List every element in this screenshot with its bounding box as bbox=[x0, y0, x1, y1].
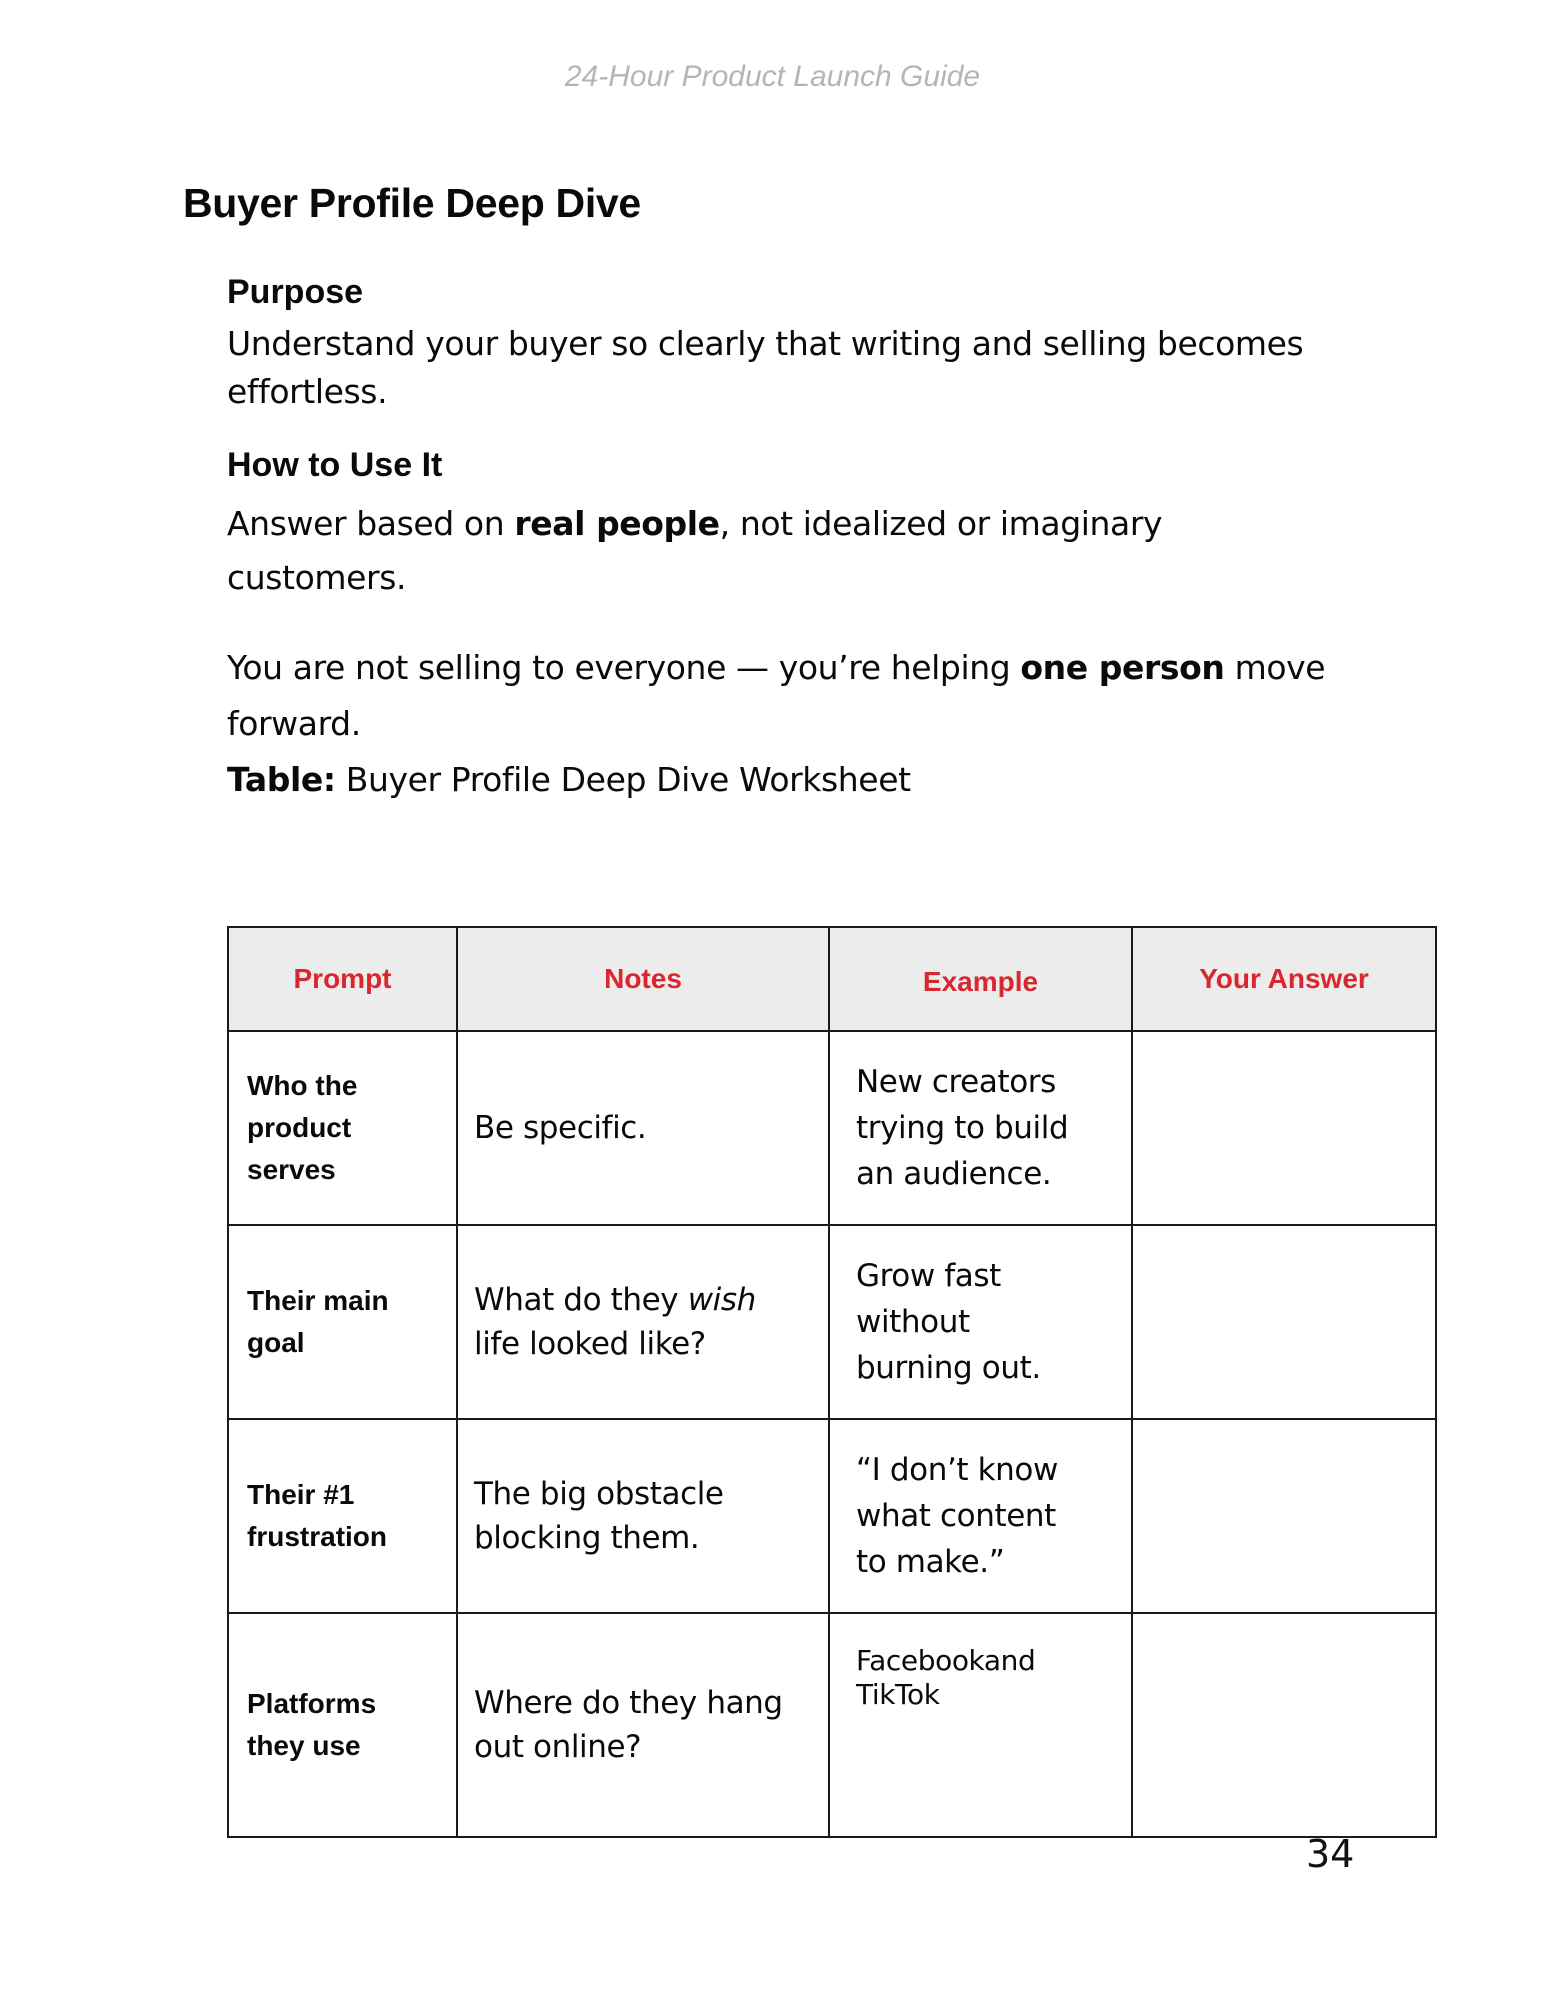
notes-cell bbox=[457, 1225, 829, 1419]
header-prompt: Prompt bbox=[228, 927, 457, 1031]
prompt-cell bbox=[228, 1419, 457, 1613]
header-your-answer: Your Answer bbox=[1132, 927, 1436, 1031]
notes-text: Where do they hang out online? bbox=[474, 1685, 783, 1765]
example-cell bbox=[829, 1419, 1132, 1613]
your-answer-cell[interactable] bbox=[1132, 1613, 1436, 1837]
page-title: Buyer Profile Deep Dive bbox=[183, 180, 641, 226]
note-text-after: move forward. bbox=[227, 648, 1326, 743]
example-text: New creators trying to build an audience. bbox=[856, 1064, 1069, 1192]
table-caption bbox=[227, 752, 1377, 808]
prompt-text: Their #1 frustration bbox=[247, 1479, 387, 1552]
how-to-use-text-before: Answer based on bbox=[227, 504, 515, 543]
notes-text: The big obstacle blocking them. bbox=[474, 1476, 724, 1556]
prompt-text: Their main goal bbox=[247, 1285, 389, 1358]
example-cell bbox=[829, 1613, 1132, 1837]
table-row bbox=[228, 1031, 1436, 1225]
table-row bbox=[228, 1225, 1436, 1419]
table-header-row bbox=[228, 927, 1436, 1031]
notes-cell bbox=[457, 1419, 829, 1613]
notes-text-after: life looked like? bbox=[474, 1326, 706, 1362]
notes-text-before: What do they bbox=[474, 1282, 688, 1318]
note-emphasis: one person bbox=[1020, 648, 1225, 687]
example-text: Grow fast without burning out. bbox=[856, 1258, 1041, 1386]
table-row bbox=[228, 1613, 1436, 1837]
prompt-cell bbox=[228, 1031, 457, 1225]
note-text-before: You are not selling to everyone — you’re helping bbox=[227, 648, 1021, 687]
one-person-note bbox=[227, 640, 1377, 752]
prompt-cell bbox=[228, 1613, 457, 1837]
header-example: Example bbox=[829, 927, 1132, 1031]
example-text: Facebookand TikTok bbox=[856, 1644, 1036, 1711]
notes-cell bbox=[457, 1031, 829, 1225]
buyer-profile-worksheet-table bbox=[227, 926, 1437, 1838]
example-text: “I don’t know what content to make.” bbox=[856, 1452, 1058, 1580]
your-answer-cell[interactable] bbox=[1132, 1419, 1436, 1613]
prompt-cell bbox=[228, 1225, 457, 1419]
example-cell bbox=[829, 1031, 1132, 1225]
how-to-use-text-after: , not idealized or imaginary customers. bbox=[227, 504, 1163, 597]
table-row bbox=[228, 1419, 1436, 1613]
your-answer-cell[interactable] bbox=[1132, 1225, 1436, 1419]
notes-italic: wish bbox=[687, 1282, 756, 1318]
purpose-heading: Purpose bbox=[227, 273, 364, 311]
notes-cell bbox=[457, 1613, 829, 1837]
how-to-use-text bbox=[227, 497, 1327, 605]
table-caption-text: Buyer Profile Deep Dive Worksheet bbox=[335, 760, 911, 799]
notes-text: Be specific. bbox=[474, 1110, 647, 1146]
running-header: 24-Hour Product Launch Guide bbox=[564, 60, 981, 93]
purpose-text: Understand your buyer so clearly that writing and selling becomes effortless. bbox=[227, 324, 1304, 411]
header-notes: Notes bbox=[457, 927, 829, 1031]
table-caption-label: Table: bbox=[227, 760, 336, 799]
page-number: 34 bbox=[1306, 1832, 1355, 1876]
prompt-text: Who the product serves bbox=[247, 1070, 358, 1185]
example-cell bbox=[829, 1225, 1132, 1419]
how-to-use-heading: How to Use It bbox=[227, 446, 443, 484]
your-answer-cell[interactable] bbox=[1132, 1031, 1436, 1225]
how-to-use-emphasis: real people bbox=[514, 504, 720, 543]
prompt-text: Platforms they use bbox=[247, 1688, 377, 1761]
